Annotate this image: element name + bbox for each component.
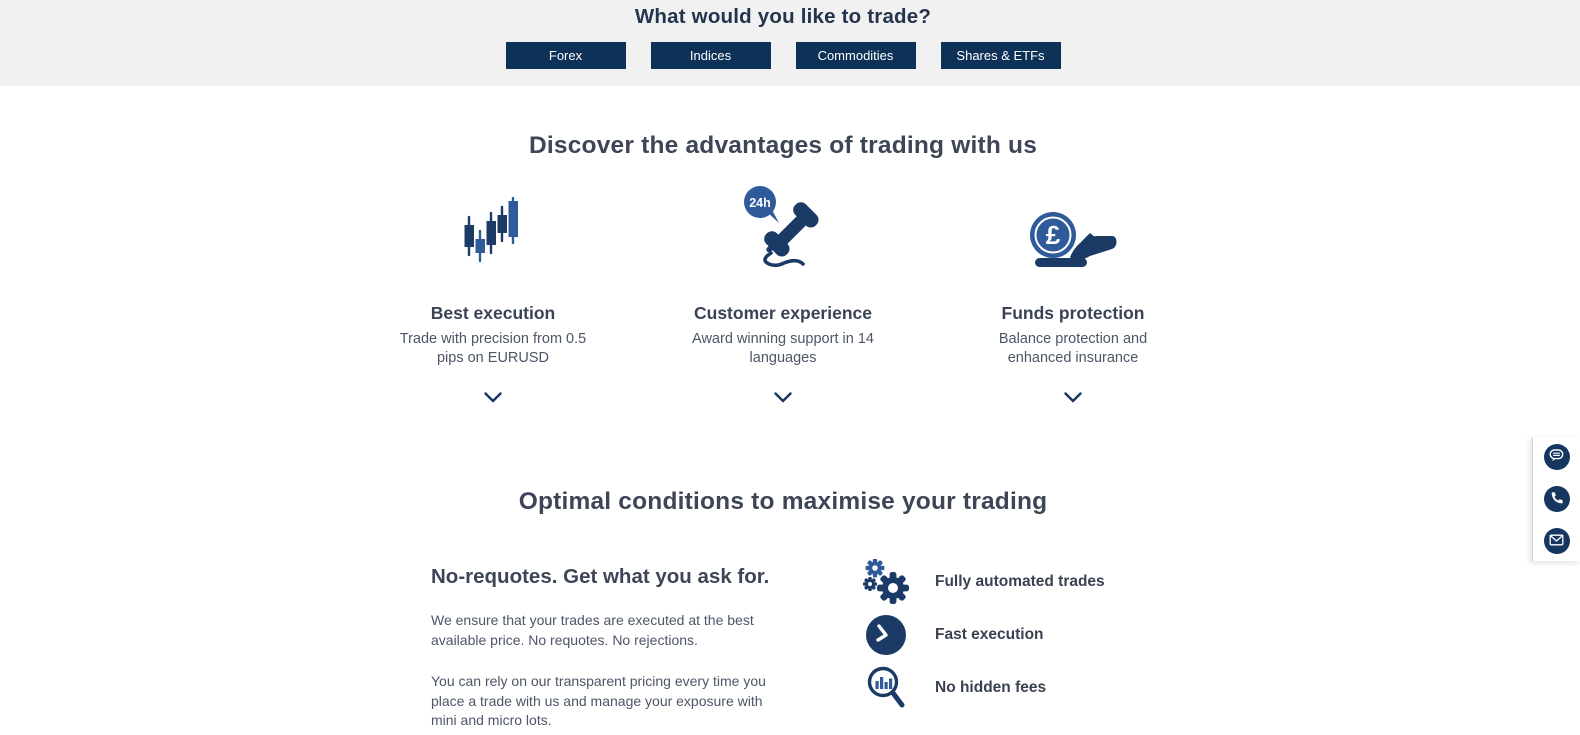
- trade-button-forex[interactable]: Forex: [506, 42, 626, 69]
- conditions-section: [0, 487, 1580, 731]
- trade-heading: What would you like to trade?: [634, 5, 932, 28]
- no-requotes-article: [431, 565, 771, 731]
- candlestick-chart-icon: [463, 181, 523, 269]
- feature-customer-experience: [638, 181, 928, 402]
- feature-description: Trade with precision from 0.5 pips on EURUSD: [399, 331, 587, 366]
- list-item: [863, 665, 1105, 711]
- 24h-badge: 24h: [749, 196, 771, 210]
- 24h-phone-icon: [741, 181, 825, 269]
- magnifier-chart-icon: [863, 665, 909, 711]
- advantages-section: [0, 131, 1580, 402]
- chevron-down-icon[interactable]: [774, 390, 792, 402]
- pound-coin-hand-icon: [1026, 181, 1120, 269]
- feature-label: No hidden fees: [935, 679, 1047, 696]
- feature-best-execution: [348, 181, 638, 402]
- gears-icon: [863, 559, 909, 605]
- feature-description: Award winning support in 14 languages: [692, 331, 874, 366]
- conditions-content: [431, 565, 1580, 731]
- feature-title: Best execution: [430, 303, 556, 323]
- trade-buttons-row: [0, 42, 1566, 69]
- trade-button-indices[interactable]: Indices: [651, 42, 771, 69]
- conditions-feature-list: [863, 559, 1105, 731]
- feature-label: Fast execution: [935, 626, 1044, 643]
- feature-title: Customer experience: [694, 303, 872, 323]
- advantages-row: [0, 181, 1566, 402]
- feature-label: Fully automated trades: [935, 573, 1105, 590]
- chevron-down-icon[interactable]: [484, 390, 502, 402]
- feature-funds-protection: [928, 181, 1218, 402]
- contact-widget: [1532, 437, 1580, 561]
- svg-text:£: £: [1045, 220, 1061, 250]
- trade-button-shares-etfs[interactable]: Shares & ETFs: [941, 42, 1061, 69]
- email-button[interactable]: [1544, 528, 1570, 554]
- trade-button-commodities[interactable]: Commodities: [796, 42, 916, 69]
- article-heading: No-requotes. Get what you ask for.: [431, 565, 770, 588]
- feature-description: Balance protection and enhanced insurance: [998, 331, 1148, 366]
- chat-icon: [1549, 448, 1564, 466]
- article-paragraph: You can rely on our transparent pricing every time you place a trade with us and manage your exposure with mini and micro lots.: [431, 673, 766, 728]
- advantages-heading: Discover the advantages of trading with us: [528, 132, 1038, 159]
- list-item: [863, 612, 1105, 658]
- chat-button[interactable]: [1544, 444, 1570, 470]
- list-item: [863, 559, 1105, 605]
- email-icon: [1549, 534, 1564, 549]
- conditions-heading: Optimal conditions to maximise your trading: [518, 488, 1048, 515]
- article-paragraph: We ensure that your trades are executed at the best available price. No requotes. No rejections.: [431, 612, 754, 648]
- chevron-down-icon[interactable]: [1064, 390, 1082, 402]
- trade-section: [0, 0, 1580, 86]
- feature-title: Funds protection: [1001, 303, 1145, 323]
- phone-icon: [1550, 491, 1564, 508]
- call-button[interactable]: [1544, 486, 1570, 512]
- clock-icon: [863, 614, 909, 656]
